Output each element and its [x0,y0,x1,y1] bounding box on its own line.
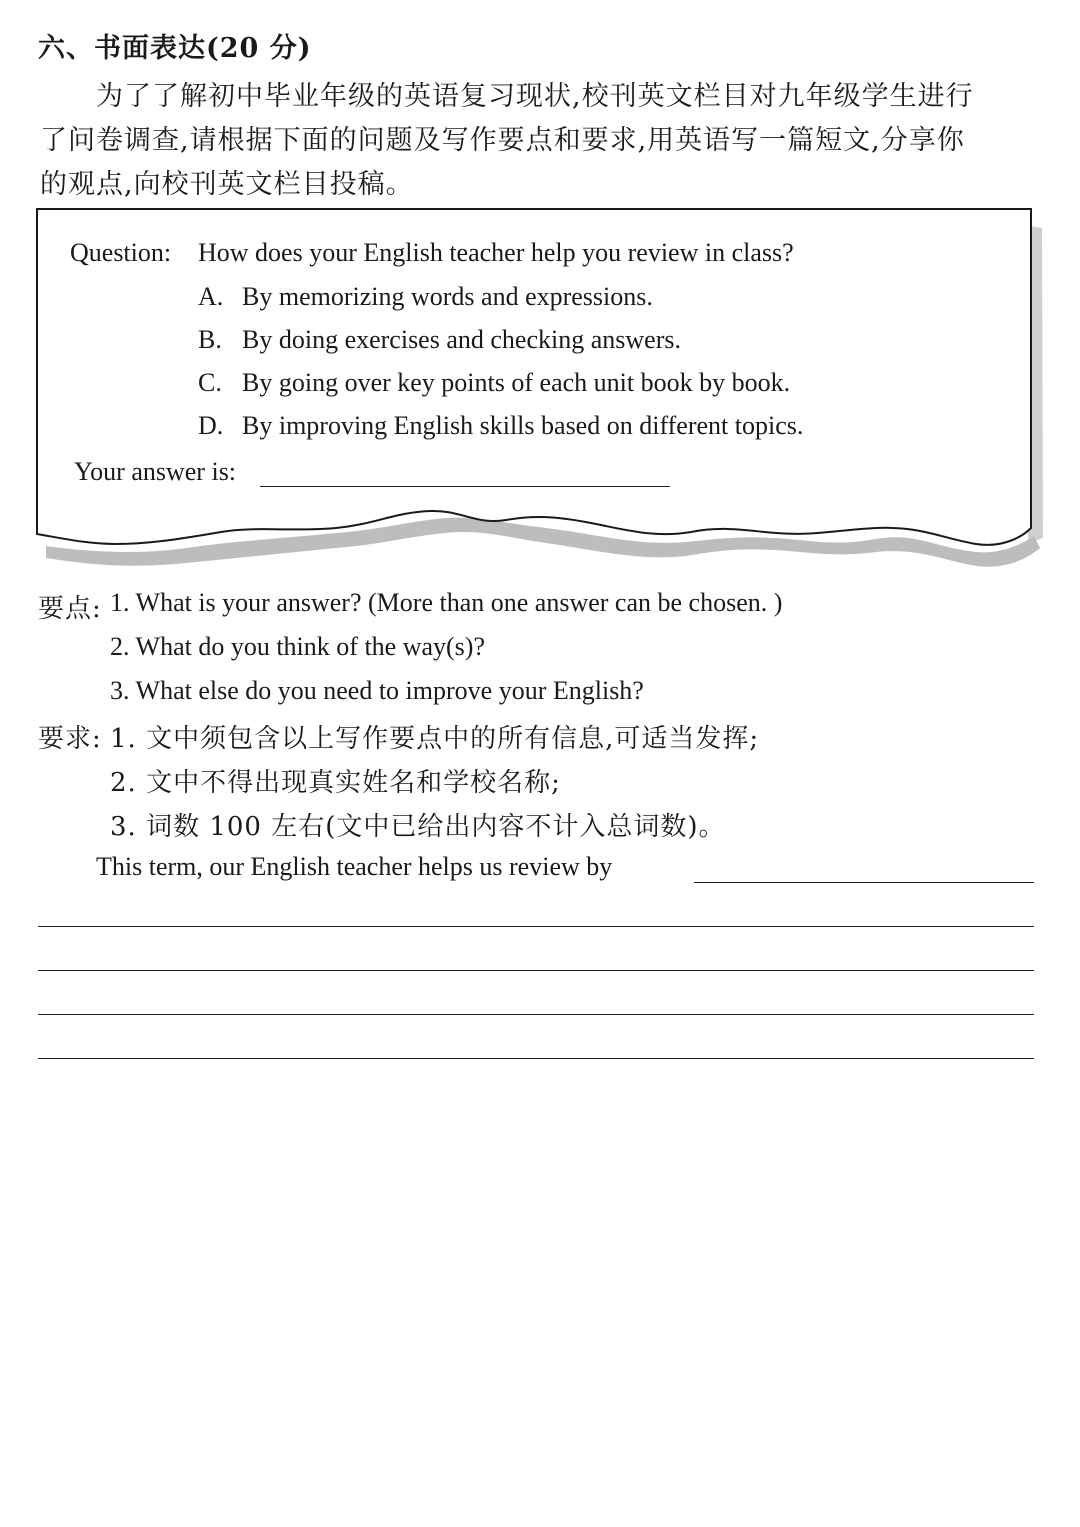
writing-line[interactable] [38,1014,1034,1015]
requirement-item: 1. 文中须包含以上写作要点中的所有信息,可适当发挥; [110,724,760,754]
requirement-item: 2. 文中不得出现真实姓名和学校名称; [110,768,561,798]
intro-line: 的观点,向校刊英文栏目投稿。 [40,169,414,200]
question-label: Question: [70,238,172,267]
option-d-text: By improving English skills based on different topics. [242,411,804,440]
essay-start: This term, our English teacher helps us review by [96,852,613,881]
key-point-item: 1. What is your answer? (More than one answer can be chosen. ) [110,588,783,617]
requirement-item: 3. 词数 100 左右(文中已给出内容不计入总词数)。 [110,812,726,842]
question-text: How does your English teacher help you review in class? [198,238,794,267]
section-title: 六、书面表达(20 分) [38,33,312,64]
option-a-letter: A. [198,282,224,311]
key-point-item: 3. What else do you need to improve your English? [110,676,644,705]
option-c-letter: C. [198,368,222,397]
option-b-letter: B. [198,325,222,354]
writing-line[interactable] [38,1058,1034,1059]
option-a-text: By memorizing words and expressions. [242,282,653,311]
option-b-text: By doing exercises and checking answers. [242,325,681,354]
writing-line[interactable] [38,926,1034,927]
option-c-text: By going over key points of each unit book by book. [242,368,791,397]
answer-prompt: Your answer is: [74,457,237,486]
requirements-label: 要求: [38,724,102,754]
writing-line[interactable] [38,970,1034,971]
answer-blank[interactable] [260,486,670,487]
intro-line: 为了了解初中毕业年级的英语复习现状,校刊英文栏目对九年级学生进行 [96,81,974,112]
writing-line[interactable] [694,882,1034,883]
key-points-label: 要点: [38,594,102,624]
key-point-item: 2. What do you think of the way(s)? [110,632,485,661]
intro-line: 了问卷调查,请根据下面的问题及写作要点和要求,用英语写一篇短文,分享你 [40,125,965,156]
option-d-letter: D. [198,411,224,440]
